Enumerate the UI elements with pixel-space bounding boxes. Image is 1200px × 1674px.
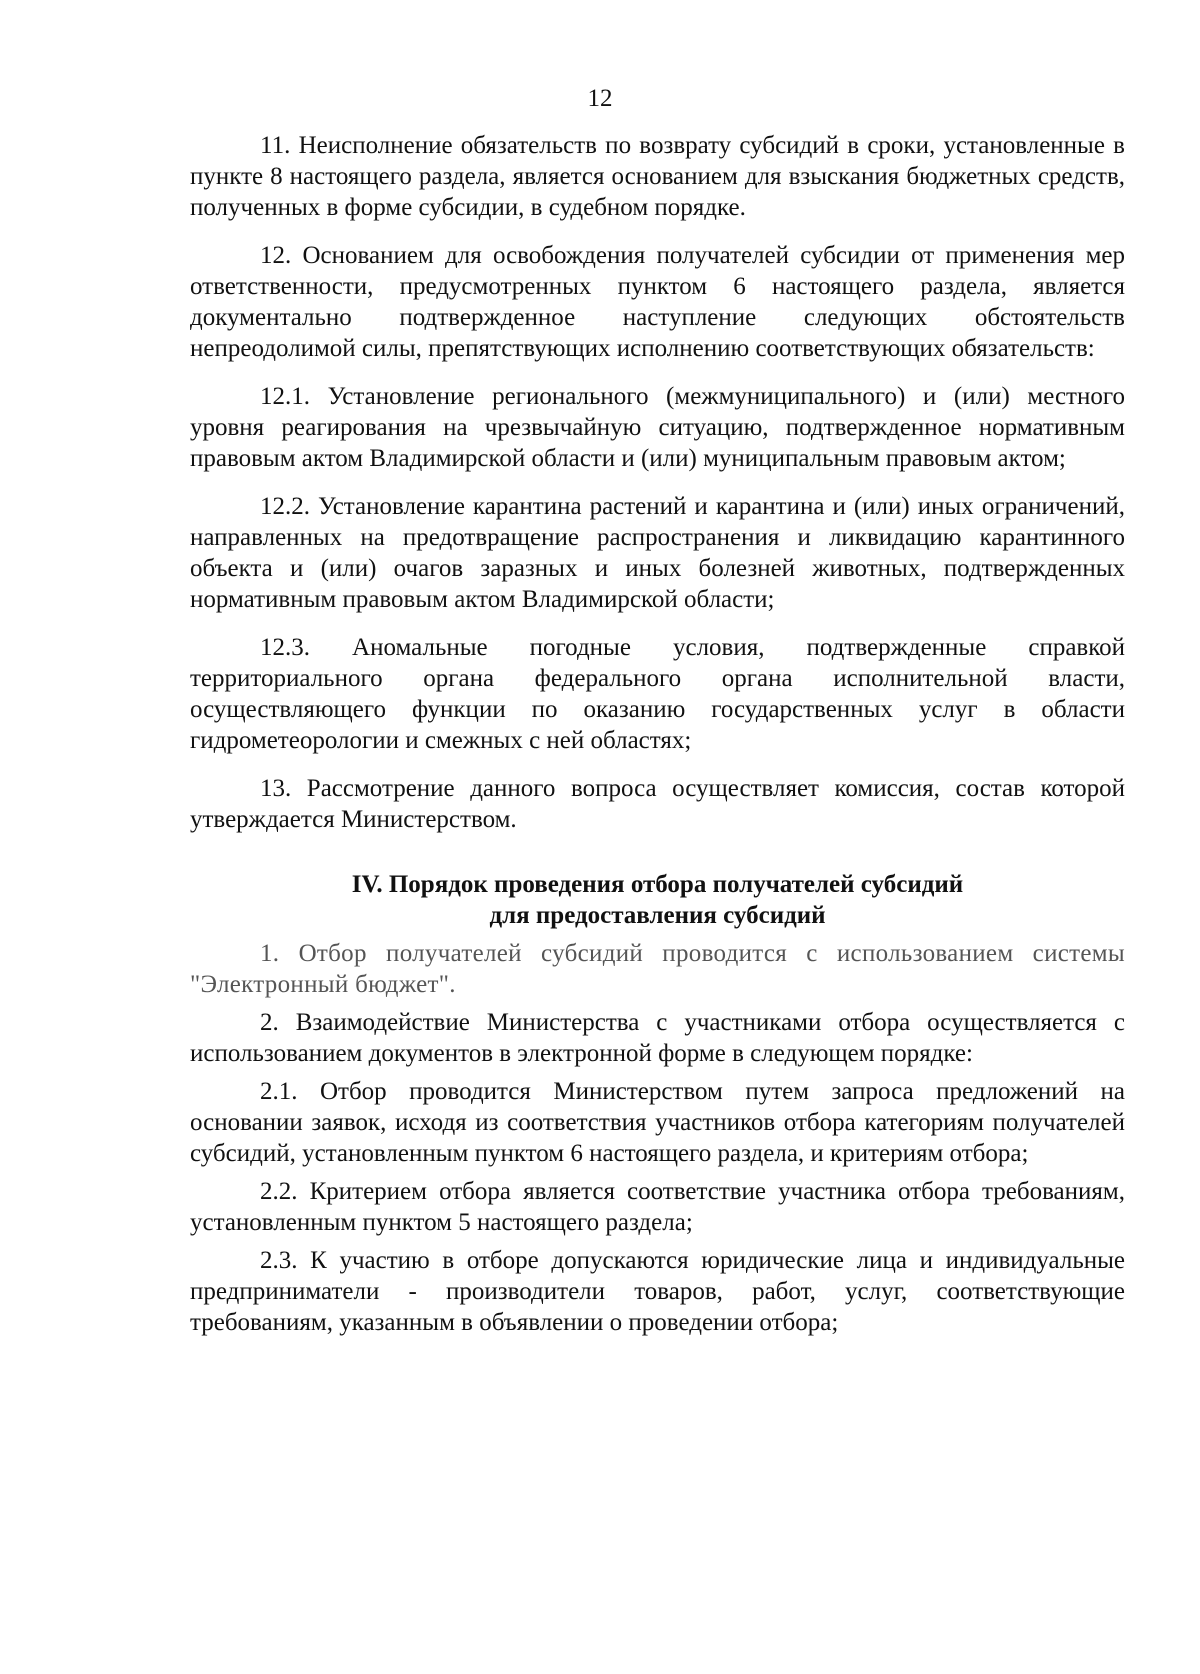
paragraph-12-3: 12.3. Аномальные погодные условия, подтвержденные справкой территориального органа федерального органа исполнительной власти, осуществляющего функции по оказанию государственных услуг в области гидрометеорологии и смежных с ней областях; <box>190 634 1125 754</box>
document-body <box>190 130 1125 1338</box>
section-heading-line-2: для предоставления субсидий <box>489 902 826 929</box>
paragraph-iv-2-2: 2.2. Критерием отбора является соответствие участника отбора требованиям, установленным пунктом 5 настоящего раздела; <box>190 1178 1125 1236</box>
paragraph-iv-1: 1. Отбор получателей субсидий проводится с использованием системы "Электронный бюджет". <box>190 940 1125 998</box>
paragraph-iv-2-1: 2.1. Отбор проводится Министерством путем запроса предложений на основании заявок, исходя из соответствия участников отбора категориям получателей субсидий, установленным пунктом 6 настоящего раздела, и критериям отбора; <box>190 1078 1125 1167</box>
paragraph-11: 11. Неисполнение обязательств по возврату субсидий в сроки, установленные в пункте 8 настоящего раздела, является основанием для взыскания бюджетных средств, полученных в форме субсидии, в судебном порядке. <box>190 132 1125 221</box>
section-heading-line-1: IV. Порядок проведения отбора получателей субсидий <box>351 871 964 898</box>
paragraph-12-2: 12.2. Установление карантина растений и карантина и (или) иных ограничений, направленных на предотвращение распространения и ликвидацию карантинного объекта и (или) очагов заразных и иных болезней животных, подтвержденных нормативным правовым актом Владимирской области; <box>190 493 1125 613</box>
section-heading <box>190 869 1125 931</box>
paragraph-iv-2: 2. Взаимодействие Министерства с участниками отбора осуществляется с использованием документов в электронной форме в следующем порядке: <box>190 1009 1125 1067</box>
paragraph-13: 13. Рассмотрение данного вопроса осуществляет комиссия, состав которой утверждается Министерством. <box>190 775 1125 833</box>
paragraph-12: 12. Основанием для освобождения получателей субсидии от применения мер ответственности, предусмотренных пунктом 6 настоящего раздела, является документально подтвержденное наступление следующих обстоятельств непреодолимой силы, препятствующих исполнению соответствующих обязательств: <box>190 242 1125 362</box>
paragraph-iv-2-3: 2.3. К участию в отборе допускаются юридические лица и индивидуальные предприниматели - производители товаров, работ, услуг, соответствующие требованиям, указанным в объявлении о проведении отбора; <box>190 1247 1125 1336</box>
paragraph-12-1: 12.1. Установление регионального (межмуниципального) и (или) местного уровня реагирования на чрезвычайную ситуацию, подтвержденное нормативным правовым актом Владимирской области и (или) муниципальным правовым актом; <box>190 383 1125 472</box>
page-number: 12 <box>587 85 613 112</box>
